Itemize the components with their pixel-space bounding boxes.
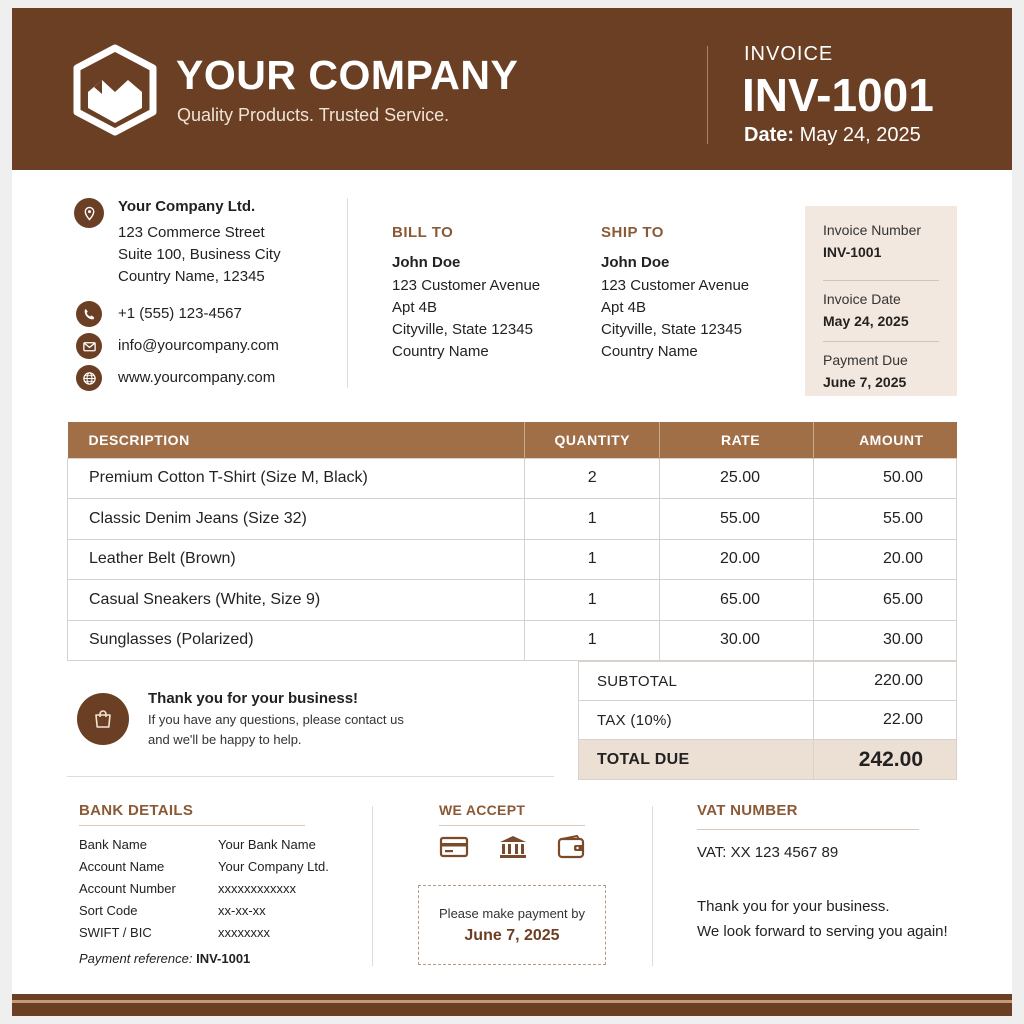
column-divider [372,806,373,966]
bank-row [79,834,329,856]
cell-amount: 50.00 [814,458,957,499]
invoice-meta-box [805,206,957,396]
company-phone[interactable]: +1 (555) 123-4567 [118,305,242,322]
globe-glyph [82,371,97,386]
bank-value: xxxxxxxx [218,925,270,940]
closing-line: We look forward to serving you again! [697,923,948,940]
meta-label: Payment Due [823,352,908,368]
payment-reference-label: Payment reference: [79,951,193,966]
column-header-amount: AMOUNT [814,422,957,458]
company-email[interactable]: info@yourcompany.com [118,337,279,354]
company-address-line: 123 Commerce Street [118,224,265,241]
we-accept-title: WE ACCEPT [439,802,526,818]
total-due-label: TOTAL DUE [579,740,814,780]
bank-row [79,878,329,900]
invoice-date [744,124,921,147]
bank-value: Your Bank Name [218,837,316,852]
bill-to-line: Country Name [392,343,489,361]
bank-row [79,922,329,944]
column-header-description: DESCRIPTION [68,422,525,458]
bank-value: xx-xx-xx [218,903,266,918]
bill-to-name: John Doe [392,254,461,272]
bank-row [79,856,329,878]
meta-value: June 7, 2025 [823,374,907,390]
cell-rate: 20.00 [660,539,814,580]
bank-label: Account Name [79,859,165,874]
column-header-rate: RATE [660,422,814,458]
cell-quantity: 2 [525,458,660,499]
ship-to-line: 123 Customer Avenue [601,276,750,294]
section-divider [67,776,554,777]
cell-rate: 55.00 [660,499,814,540]
info-divider [347,198,348,388]
cell-description: Sunglasses (Polarized) [68,620,525,661]
company-address-line: Suite 100, Business City [118,246,281,263]
bank-value: Your Company Ltd. [218,859,329,874]
meta-value: INV-1001 [823,244,882,260]
company-name: YOUR COMPANY [176,52,519,98]
bank-details-list [79,834,329,944]
cell-quantity: 1 [525,580,660,621]
cell-rate: 25.00 [660,458,814,499]
column-divider [652,806,653,966]
bank-title-rule [79,825,305,826]
table-row [68,580,957,621]
tax-value: 22.00 [814,701,957,740]
bank-value: xxxxxxxxxxxx [218,881,296,896]
closing-line: Thank you for your business. [697,898,890,915]
globe-icon [76,365,102,391]
thank-you-message [148,710,428,750]
cell-amount: 30.00 [814,620,957,661]
cell-rate: 65.00 [660,580,814,621]
phone-glyph [82,307,97,322]
cell-amount: 55.00 [814,499,957,540]
subtotal-row [579,662,957,701]
cell-amount: 65.00 [814,580,957,621]
meta-value: May 24, 2025 [823,313,909,329]
vat-number-title: VAT NUMBER [697,802,798,819]
credit-card-icon [439,834,469,860]
header-divider [707,46,708,144]
payment-reference [79,951,250,966]
vat-number-value: VAT: XX 123 4567 89 [697,844,839,861]
invoice-page [12,8,1012,1016]
table-header-row [68,422,957,458]
bank-label: Account Number [79,881,176,896]
table-row [68,458,957,499]
cell-description: Classic Denim Jeans (Size 32) [68,499,525,540]
bank-row [79,900,329,922]
location-pin-glyph [82,206,97,221]
shopping-bag-glyph [91,707,115,731]
ship-to-name: John Doe [601,254,670,272]
cell-amount: 20.00 [814,539,957,580]
phone-icon [76,301,102,327]
ship-to-title: SHIP TO [601,224,664,241]
bank-label: SWIFT / BIC [79,925,152,940]
company-logo-icon [72,44,158,136]
email-icon [76,333,102,359]
thank-you-line: and we'll be happy to help. [148,732,302,747]
table-row [68,499,957,540]
cell-quantity: 1 [525,499,660,540]
date-label: Date: [744,124,795,146]
total-due-value: 242.00 [814,740,957,780]
table-row [68,620,957,661]
footer-bar [12,994,1012,1016]
meta-item-invoice-date [823,281,939,342]
closing-message [697,894,948,944]
bank-icon [498,834,528,860]
ship-to-block [601,222,749,364]
bill-to-line: Apt 4B [392,298,438,316]
thank-you-title: Thank you for your business! [148,690,359,707]
cell-description: Premium Cotton T-Shirt (Size M, Black) [68,458,525,499]
totals-table [578,661,957,780]
shopping-bag-icon [77,693,129,745]
invoice-label: INVOICE [744,43,834,65]
bill-to-block [392,222,540,364]
company-legal-name: Your Company Ltd. [118,198,256,215]
company-address-block [118,196,281,288]
pay-by-label: Please make payment by [439,906,585,921]
cell-description: Leather Belt (Brown) [68,539,525,580]
cell-rate: 30.00 [660,620,814,661]
wallet-icon [557,834,587,860]
meta-item-payment-due [823,342,939,403]
email-glyph [82,339,97,354]
ship-to-line: Country Name [601,343,698,361]
company-tagline: Quality Products. Trusted Service. [177,105,450,125]
date-value: May 24, 2025 [799,124,921,146]
company-website[interactable]: www.yourcompany.com [118,369,276,386]
invoice-number-heading: INV-1001 [742,69,934,121]
pay-by-date: June 7, 2025 [464,927,560,944]
thank-you-line: If you have any questions, please contact us [148,712,404,727]
company-address-line: Country Name, 12345 [118,268,265,285]
table-row [68,539,957,580]
total-due-row [579,740,957,780]
meta-item-invoice-number [823,220,939,281]
meta-label: Invoice Date [823,291,901,307]
subtotal-label: SUBTOTAL [579,662,814,701]
payment-reference-value: INV-1001 [196,951,251,966]
cell-description: Casual Sneakers (White, Size 9) [68,580,525,621]
we-accept-rule [439,825,585,826]
cell-quantity: 1 [525,620,660,661]
tax-label: TAX (10%) [579,701,814,740]
bank-details-title: BANK DETAILS [79,802,194,819]
footer-accent-line [12,1000,1012,1003]
location-pin-icon [74,198,104,228]
bill-to-title: BILL TO [392,224,454,241]
column-header-quantity: QUANTITY [525,422,660,458]
ship-to-line: Cityville, State 12345 [601,321,742,339]
bank-label: Sort Code [79,903,138,918]
meta-label: Invoice Number [823,222,922,238]
ship-to-line: Apt 4B [601,298,647,316]
vat-title-rule [697,829,919,830]
subtotal-value: 220.00 [814,662,957,701]
bill-to-line: Cityville, State 12345 [392,321,533,339]
bank-label: Bank Name [79,837,147,852]
payment-due-box [418,885,606,965]
cell-quantity: 1 [525,539,660,580]
bill-to-line: 123 Customer Avenue [392,276,541,294]
invoice-header [12,8,1012,170]
line-items-table [67,422,957,661]
tax-row [579,701,957,740]
